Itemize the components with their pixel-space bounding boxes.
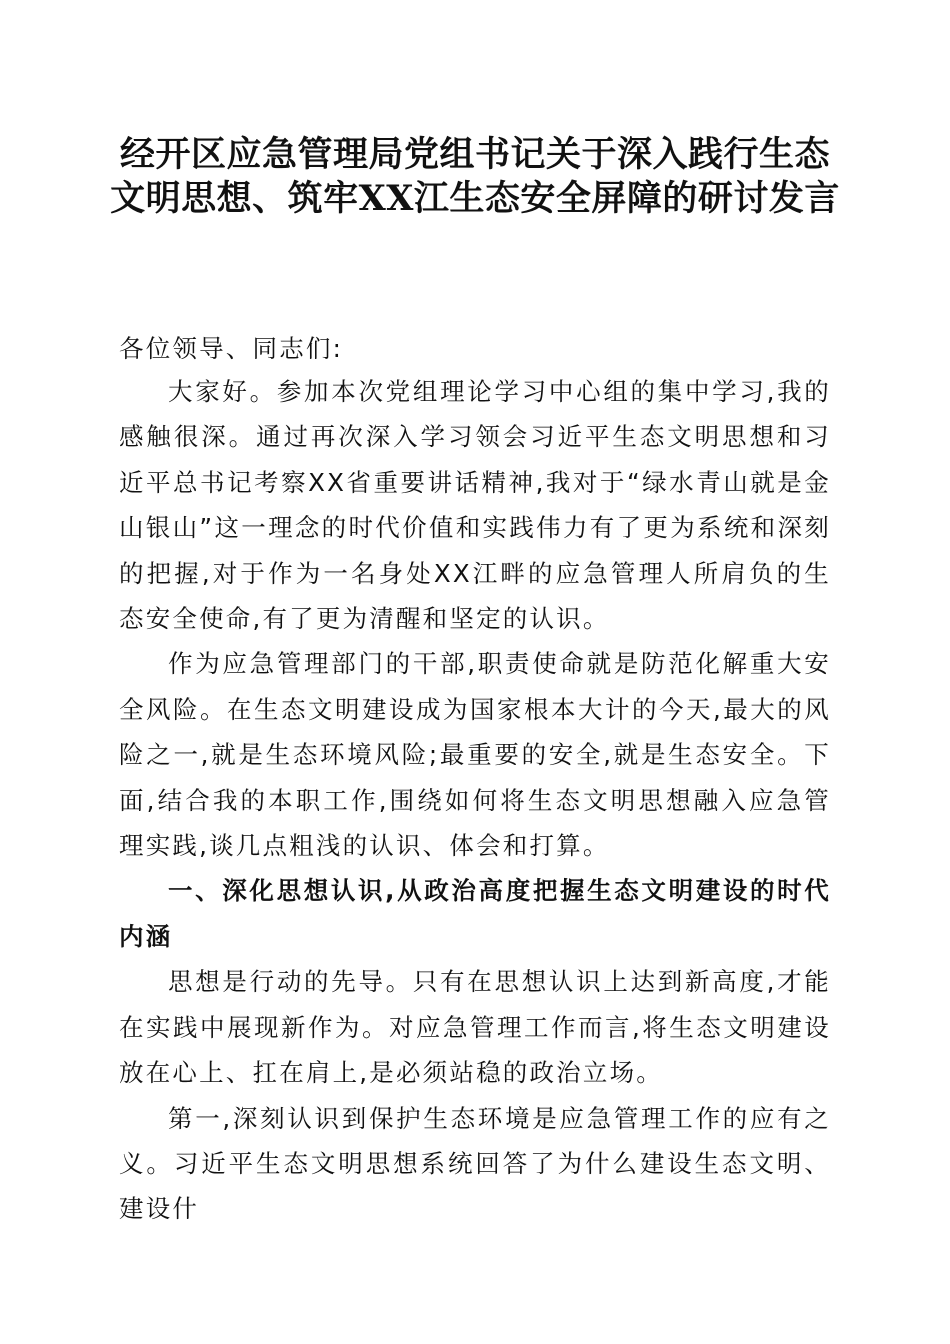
paragraph-context: 作为应急管理部门的干部,职责使命就是防范化解重大安全风险。在生态文明建设成为国家根本大计的今天,最大的风险之一,就是生态环境风险;最重要的安全,就是生态安全。下面,结合我的本职工作,围绕如何将生态文明思想融入应急管理实践,谈几点粗浅的认识、体会和打算。 [119,649,831,861]
document-body [119,369,831,1232]
point-one-lead: 第一,深刻认识到保护生态环境是应急管理工作的应有之义。 [119,1103,831,1178]
document-title: 经开区应急管理局党组书记关于深入践行生态文明思想、筑牢XX江生态安全屏障的研讨发言 [110,134,840,219]
paragraph-point-one [119,1096,831,1232]
salutation: 各位领导、同志们: [119,334,344,363]
paragraph-opening: 大家好。参加本次党组理论学习中心组的集中学习,我的感触很深。通过再次深入学习领会习近平生态文明思想和习近平总书记考察XX省重要讲话精神,我对于“绿水青山就是金山银山”这一理念的时代价值和实践伟力有了更为系统和深刻的把握,对于作为一名身处XX江畔的应急管理人所肩负的生态安全使命,有了更为清醒和坚定的认识。 [119,377,831,634]
paragraph-section: 思想是行动的先导。只有在思想认识上达到新高度,才能在实践中展现新作为。对应急管理工作而言,将生态文明建设放在心上、扛在肩上,是必须站稳的政治立场。 [119,967,831,1088]
section-heading: 一、深化思想认识,从政治高度把握生态文明建设的时代内涵 [119,876,831,951]
point-one-text: 习近平生态文明思想系统回答了为什么建设生态文明、建设什 [119,1148,831,1224]
